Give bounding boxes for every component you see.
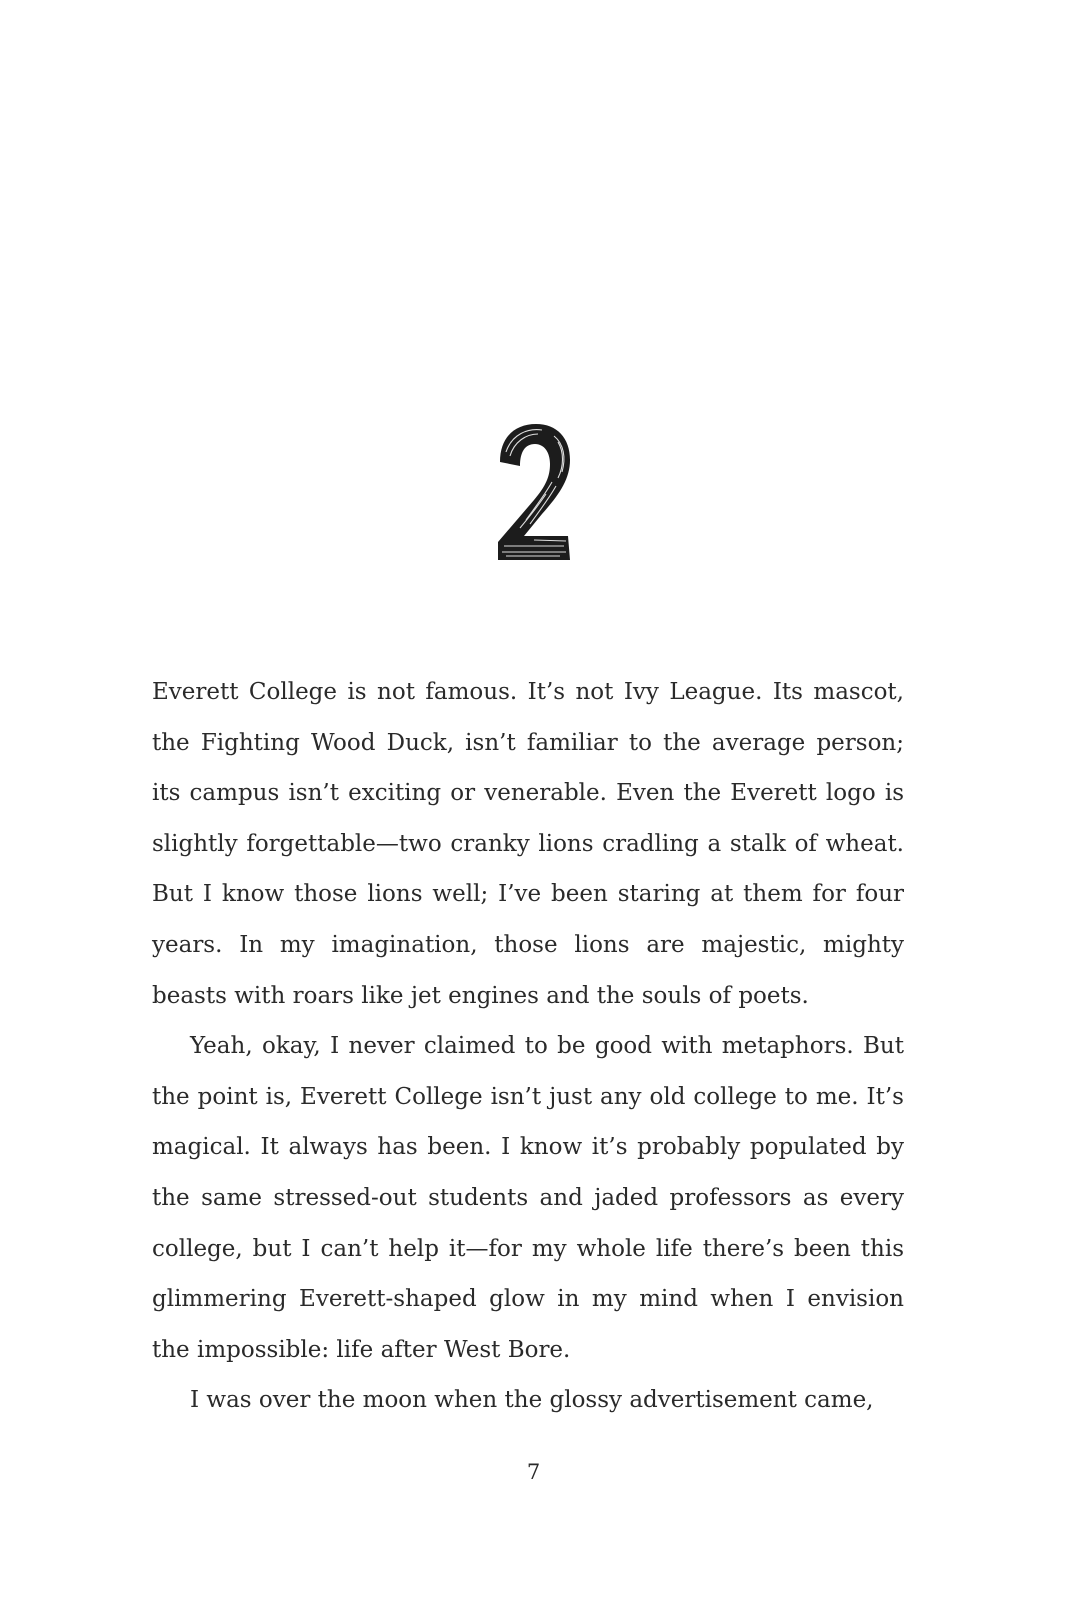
chapter-number — [0, 422, 1067, 562]
page-number: 7 — [526, 1460, 541, 1484]
chapter-number-glyph — [494, 422, 574, 562]
paragraph-3: I was over the moon when the glossy advertisement came, — [190, 1387, 874, 1414]
paragraph-2: Yeah, okay, I never claimed to be good with metaphors. But the point is, Everett College isn’t just any old college to me. It’s magical. It always has been. I know it’s probably populated by the same stressed-out students and jaded professors as every college, but I can’t help it—for my whole life there’s been this glimmering Everett-shaped glow in my mind when I envision the impossible: life after West Bore. — [152, 1033, 904, 1363]
chapter-body — [152, 667, 904, 1426]
paragraph-1: Everett College is not famous. It’s not Ivy League. Its mascot, the Fighting Wood Duck, isn’t familiar to the average person; its campus isn’t exciting or venerable. Even the Everett logo is slightly forgettable—two cranky lions cradling a stalk of wheat. But I know those lions well; I’ve been staring at them for four years. In my imagination, those lions are majestic, mighty beasts with roars like jet engines and the souls of poets. — [152, 679, 904, 1009]
